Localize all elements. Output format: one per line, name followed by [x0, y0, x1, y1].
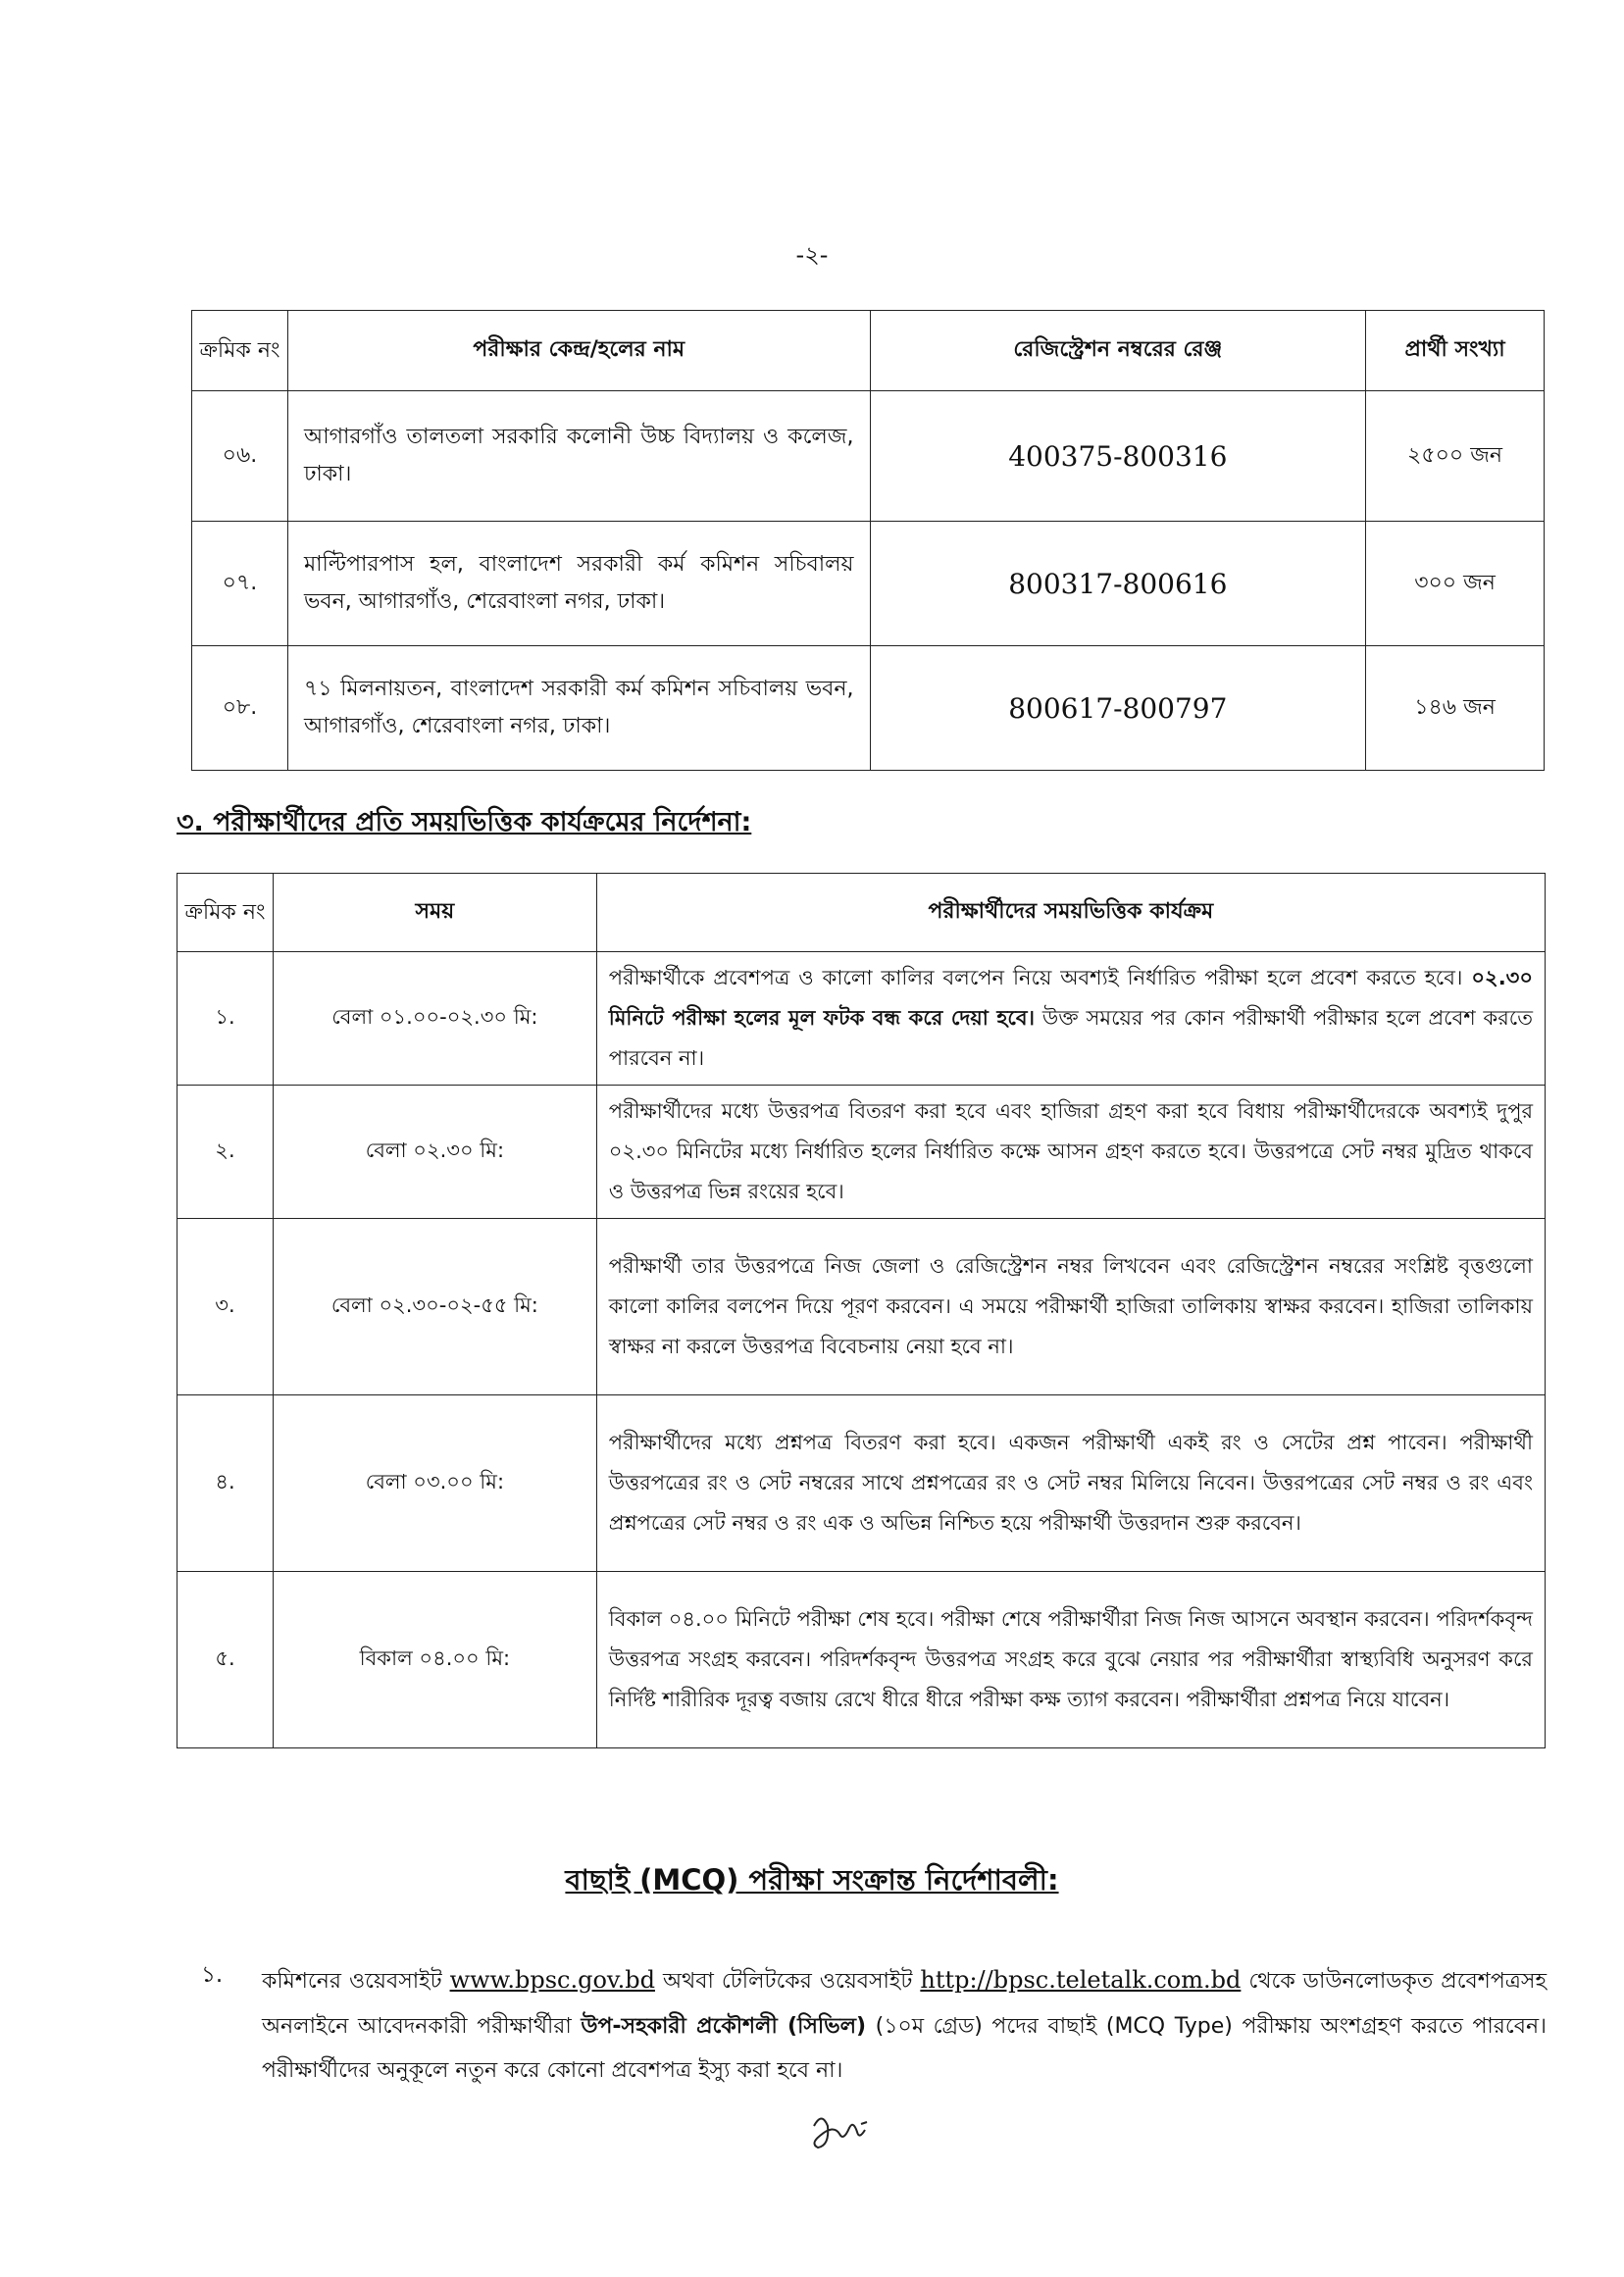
- row-registration-range: 800617-800797: [870, 646, 1366, 771]
- row-serial: ০৮.: [192, 646, 288, 771]
- table-row: [192, 522, 1545, 646]
- row-center-name: মাল্টিপারপাস হল, বাংলাদেশ সরকারী কর্ম কমিশন সচিবালয় ভবন, আগারগাঁও, শেরেবাংলা নগর, ঢাকা।: [287, 522, 870, 646]
- row-candidate-count: ১৪৬ জন: [1366, 646, 1545, 771]
- row-serial: ০৬.: [192, 391, 288, 522]
- row-serial: ০৭.: [192, 522, 288, 646]
- handwritten-signature: [804, 2106, 883, 2159]
- row-candidate-count: ৩০০ জন: [1366, 522, 1545, 646]
- row-registration-range: 800317-800616: [870, 522, 1366, 646]
- row-time: বেলা ০২.৩০ মি:: [273, 1086, 596, 1219]
- table-row: [192, 646, 1545, 771]
- row-activity: পরীক্ষার্থী তার উত্তরপত্রে নিজ জেলা ও রেজিস্ট্রেশন নম্বর লিখবেন এবং রেজিস্ট্রেশন নম্বরের সংশ্লিষ্ট বৃত্তগুলো কালো কালির বলপেন দিয়ে পূরণ করবেন। এ সময়ে পরীক্ষার্থী হাজিরা তালিকায় স্বাক্ষর করবেন। হাজিরা তালিকায় স্বাক্ষর না করলে উত্তরপত্র বিবেচনায় নেয়া হবে না।: [596, 1219, 1545, 1395]
- exam-centers-table: [191, 310, 1545, 771]
- activity-bold-text: ০২.৩০ মিনিটে পরীক্ষা হলের মূল ফটক বন্ধ করে দেয়া হবে।: [608, 966, 1533, 1031]
- table-row: [178, 1086, 1546, 1219]
- row-center-name: আগারগাঁও তালতলা সরকারি কলোনী উচ্চ বিদ্যালয় ও কলেজ, ঢাকা।: [287, 391, 870, 522]
- activity-text: উক্ত সময়ের পর কোন পরীক্ষার্থী পরীক্ষার হলে প্রবেশ করতে পারবেন না।: [608, 1006, 1533, 1070]
- schedule-section-title: ৩. পরীক্ষার্থীদের প্রতি সময়ভিত্তিক কার্যক্রমের নির্দেশনা:: [177, 807, 752, 837]
- activity-text: পরীক্ষার্থীকে প্রবেশপত্র ও কালো কালির বলপেন নিয়ে অবশ্যই নির্ধারিত পরীক্ষা হলে প্রবেশ করতে হবে।: [608, 966, 1472, 990]
- header-serial: ক্রমিক নং: [178, 874, 274, 952]
- instruction-text-part: (১০ম গ্রেড) পদের বাছাই (MCQ Type) পরীক্ষায় অংশগ্রহণ করতে পারবেন। পরীক্ষার্থীদের অনুকূলে নতুন করে কোনো প্রবেশপত্র ইস্যু করা হবে না।: [262, 2014, 1547, 2084]
- row-serial: ৫.: [178, 1572, 274, 1748]
- table-row: [178, 952, 1546, 1086]
- table-row: [192, 391, 1545, 522]
- row-center-name: ৭১ মিলনায়তন, বাংলাদেশ সরকারী কর্ম কমিশন সচিবালয় ভবন, আগারগাঁও, শেরেবাংলা নগর, ঢাকা।: [287, 646, 870, 771]
- row-time: বেলা ০৩.০০ মি:: [273, 1395, 596, 1572]
- header-time: সময়: [273, 874, 596, 952]
- table-header-row: [192, 311, 1545, 391]
- instruction-text-part: কমিশনের ওয়েবসাইট: [262, 1969, 450, 1994]
- row-activity: পরীক্ষার্থীদের মধ্যে প্রশ্নপত্র বিতরণ করা হবে। একজন পরীক্ষার্থী একই রং ও সেটের প্রশ্ন পাবেন। পরীক্ষার্থী উত্তরপত্রের রং ও সেট নম্বরের সাথে প্রশ্নপত্রের রং ও সেট নম্বর মিলিয়ে নিবেন। উত্তরপত্রের সেট নম্বর ও রং এবং প্রশ্নপত্রের সেট নম্বর ও রং এক ও অভিন্ন নিশ্চিত হয়ে পরীক্ষার্থী উত্তরদান শুরু করবেন।: [596, 1395, 1545, 1572]
- row-candidate-count: ২৫০০ জন: [1366, 391, 1545, 522]
- instruction-number: ১.: [201, 1962, 224, 1988]
- row-activity: [596, 952, 1545, 1086]
- row-time: বেলা ০২.৩০-০২-৫৫ মি:: [273, 1219, 596, 1395]
- table-row: [178, 1395, 1546, 1572]
- table-header-row: [178, 874, 1546, 952]
- instruction-text-part: থেকে ডাউনলোডকৃত প্রবেশপত্রসহ অনলাইনে আবেদনকারী পরীক্ষার্থীরা: [262, 1969, 1548, 2040]
- row-time: বিকাল ০৪.০০ মি:: [273, 1572, 596, 1748]
- table-row: [178, 1219, 1546, 1395]
- row-activity: পরীক্ষার্থীদের মধ্যে উত্তরপত্র বিতরণ করা হবে এবং হাজিরা গ্রহণ করা হবে বিধায় পরীক্ষার্থীদেরকে অবশ্যই দুপুর ০২.৩০ মিনিটের মধ্যে নির্ধারিত হলের নির্ধারিত কক্ষে আসন গ্রহণ করতে হবে। উত্তরপত্রে সেট নম্বর মুদ্রিত থাকবে ও উত্তরপত্র ভিন্ন রংয়ের হবে।: [596, 1086, 1545, 1219]
- teletalk-website-link[interactable]: http://bpsc.teletalk.com.bd: [920, 1966, 1242, 1994]
- page-number: -২-: [795, 241, 829, 269]
- schedule-table: [177, 873, 1546, 1748]
- row-registration-range: 400375-800316: [870, 391, 1366, 522]
- post-name: উপ-সহকারী প্রকৌশলী (সিভিল): [581, 2014, 867, 2040]
- header-candidate-count: প্রার্থী সংখ্যা: [1366, 311, 1545, 391]
- header-center-name: পরীক্ষার কেন্দ্র/হলের নাম: [287, 311, 870, 391]
- bpsc-website-link[interactable]: www.bpsc.gov.bd: [449, 1966, 655, 1994]
- row-serial: ১.: [178, 952, 274, 1086]
- table-row: [178, 1572, 1546, 1748]
- instruction-text: [262, 1956, 1547, 2093]
- row-time: বেলা ০১.০০-০২.৩০ মি:: [273, 952, 596, 1086]
- row-activity: বিকাল ০৪.০০ মিনিটে পরীক্ষা শেষ হবে। পরীক্ষা শেষে পরীক্ষার্থীরা নিজ নিজ আসনে অবস্থান করবেন। পরিদর্শকবৃন্দ উত্তরপত্র সংগ্রহ করবেন। পরিদর্শকবৃন্দ উত্তরপত্র সংগ্রহ করে বুঝে নেয়ার পর পরীক্ষার্থীরা স্বাস্থ্যবিধি অনুসরণ করে নির্দিষ্ট শারীরিক দূরত্ব বজায় রেখে ধীরে ধীরে পরীক্ষা কক্ষ ত্যাগ করবেন। পরীক্ষার্থীরা প্রশ্নপত্র নিয়ে যাবেন।: [596, 1572, 1545, 1748]
- instruction-text-part: অথবা টেলিটকের ওয়েবসাইট: [654, 1969, 921, 1994]
- header-activity: পরীক্ষার্থীদের সময়ভিত্তিক কার্যক্রম: [596, 874, 1545, 952]
- header-serial: ক্রমিক নং: [192, 311, 288, 391]
- row-serial: ২.: [178, 1086, 274, 1219]
- mcq-instructions-title: বাছাই (MCQ) পরীক্ষা সংক্রান্ত নির্দেশাবলী:: [565, 1863, 1059, 1897]
- header-registration-range: রেজিস্ট্রেশন নম্বরের রেঞ্জ: [870, 311, 1366, 391]
- row-serial: ৪.: [178, 1395, 274, 1572]
- row-serial: ৩.: [178, 1219, 274, 1395]
